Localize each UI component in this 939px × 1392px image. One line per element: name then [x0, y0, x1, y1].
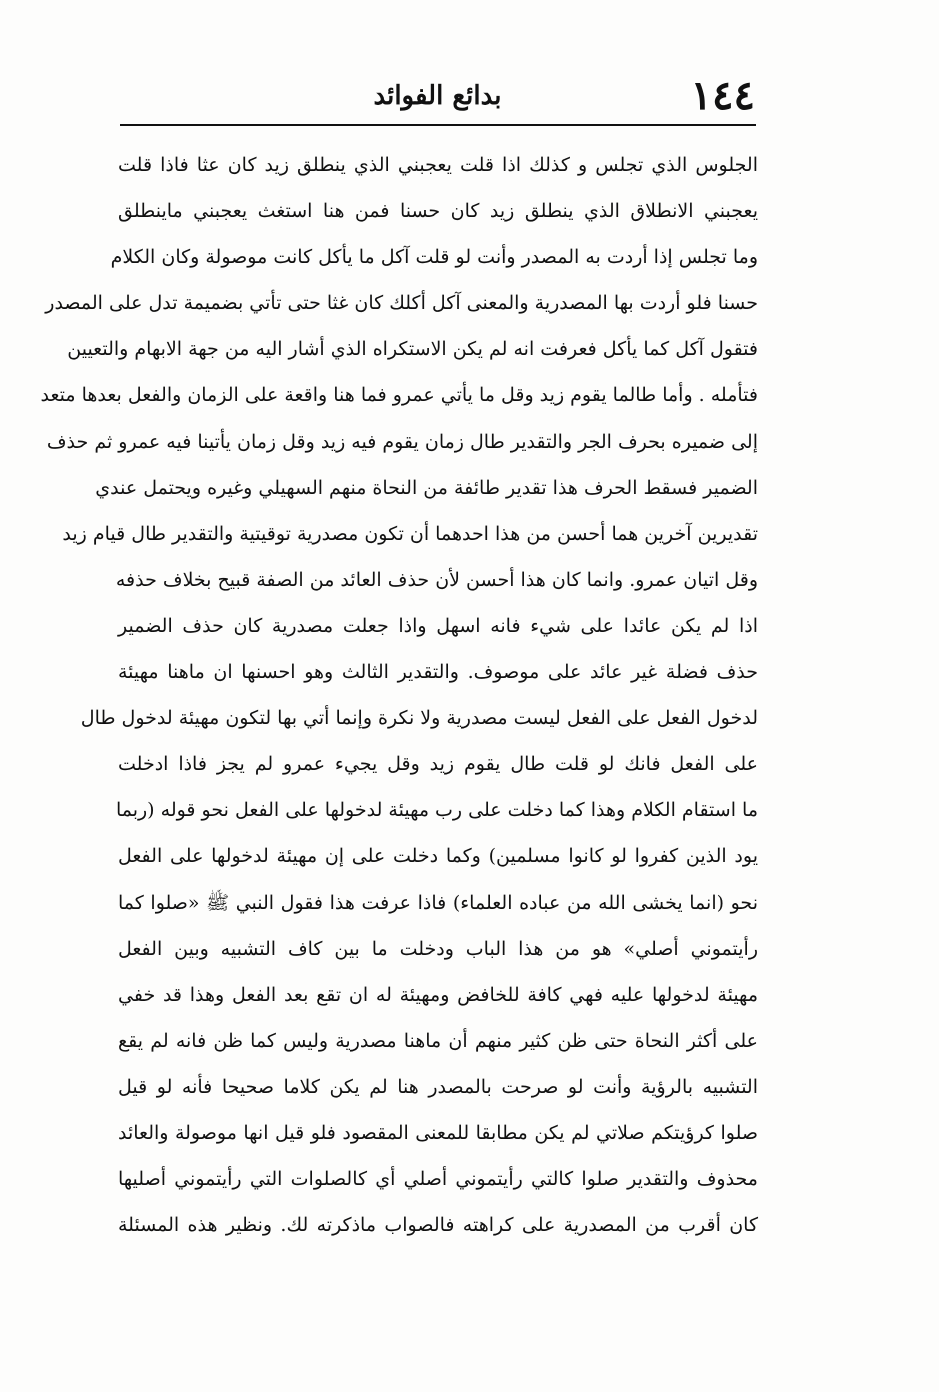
text-line: وما تجلس إذا أردت به المصدر وأنت لو قلت آكل ما يأكل كانت موصولة وكان الكلام	[110, 246, 758, 269]
text-line: صلوا كرؤيتكم صلاتي لم يكن مطابقا للمعنى المقصود فلو قيل انها موصولة والعائد	[118, 1121, 758, 1144]
text-line: الضمير فسقط الحرف هذا تقدير طائفة من النحاة منهم السهيلي وغيره ويحتمل عندي	[95, 476, 758, 499]
text-line: تقديرين آخرين هما أحسن من هذا احدهما أن تكون مصدرية توقيتية والتقدير طال قيام زيد	[62, 522, 758, 545]
text-line: كان أقرب من المصدرية على كراهته فالصواب ماذكرته لك. ونظير هذه المسئلة	[118, 1214, 758, 1237]
page-number: ١٤٤	[690, 72, 755, 119]
text-line: رأيتموني أصلي» هو من هذا الباب ودخلت ما بين كاف التشبيه وبين الفعل	[118, 937, 758, 960]
text-line: وقل اتيان عمرو. وانما كان هذا أحسن لأن حذف العائد من الصفة قبيح بخلاف حذفه	[115, 568, 758, 591]
text-line: التشبيه بالرؤية وأنت لو صرحت بالمصدر هنا لم يكن كلاما صحيحا فأنه لو قيل	[118, 1075, 758, 1098]
text-line: حذف فضلة غير عائد على موصوف. والتقدير الثالث وهو احسنها ان ماهنا مهيئة	[118, 661, 758, 684]
text-line: محذوف والتقدير صلوا كالتي رأيتموني أصلي أي كالصلوات التي رأيتموني أصليها	[118, 1168, 758, 1191]
text-line: على أكثر النحاة حتى ظن كثير منهم أن ماهنا مصدرية وليس كما ظن فانه لم يقع	[118, 1029, 758, 1052]
text-line: نحو (انما يخشى الله من عباده العلماء) فاذا عرفت هذا فقول النبي ﷺ «صلوا كما	[118, 891, 758, 914]
text-line: على الفعل فانك لو قلت طال يقوم زيد وقل يجيء عمرو لم يجز فاذا ادخلت	[118, 753, 758, 776]
text-line: مهيئة لدخولها عليه فهي كافة للخافض ومهيئة له ان تقع بعد الفعل وهذا قد خفي	[118, 983, 758, 1006]
text-line: فتأمله . وأما طالما يقوم زيد وقل ما يأتي عمرو فما هنا واقعة على الزمان والفعل بعدها متعد	[40, 384, 758, 407]
text-line: إلى ضميره بحرف الجر والتقدير طال زمان يقوم فيه زيد وقل زمان يأتينا فيه عمرو ثم حذف	[46, 430, 758, 453]
header-divider	[120, 124, 756, 126]
page-header	[120, 72, 755, 122]
text-line: يعجبني الانطلاق الذي ينطلق زيد كان حسنا فمن هنا استغث يعجبني ماينطلق	[118, 200, 758, 223]
text-line: فتقول آكل كما يأكل فعرفت انه لم يكن الاستكراه الذي أشار اليه من جهة الابهام والتعيين	[67, 338, 758, 361]
text-line: اذا لم يكن عائدا على شيء فانه اسهل واذا جعلت مصدرية كان حذف الضمير	[118, 614, 758, 637]
text-line: الجلوس الذي تجلس و كذلك اذا قلت يعجبني الذي ينطلق زيد كان عثا فاذا قلت	[118, 154, 758, 176]
text-line: حسنا فلو أردت بها المصدرية والمعنى آكل أكلك كان غثا حتى تأتي بضميمة تدل على المصدر	[45, 292, 758, 315]
text-line: يود الذين كفروا لو كانوا مسلمين) وكما دخلت على إن مهيئة لدخولها على الفعل	[118, 845, 758, 868]
body-text	[40, 142, 758, 1248]
text-line: ما استقام الكلام وهذا كما دخلت على رب مهيئة لدخولها على الفعل نحو قوله (ربما	[115, 799, 758, 822]
text-line: لدخول الفعل على الفعل ليست مصدرية ولا نكرة وإنما أتي بها لتكون مهيئة لدخول طال	[80, 707, 758, 730]
running-title: بدائع الفوائد	[373, 81, 502, 111]
